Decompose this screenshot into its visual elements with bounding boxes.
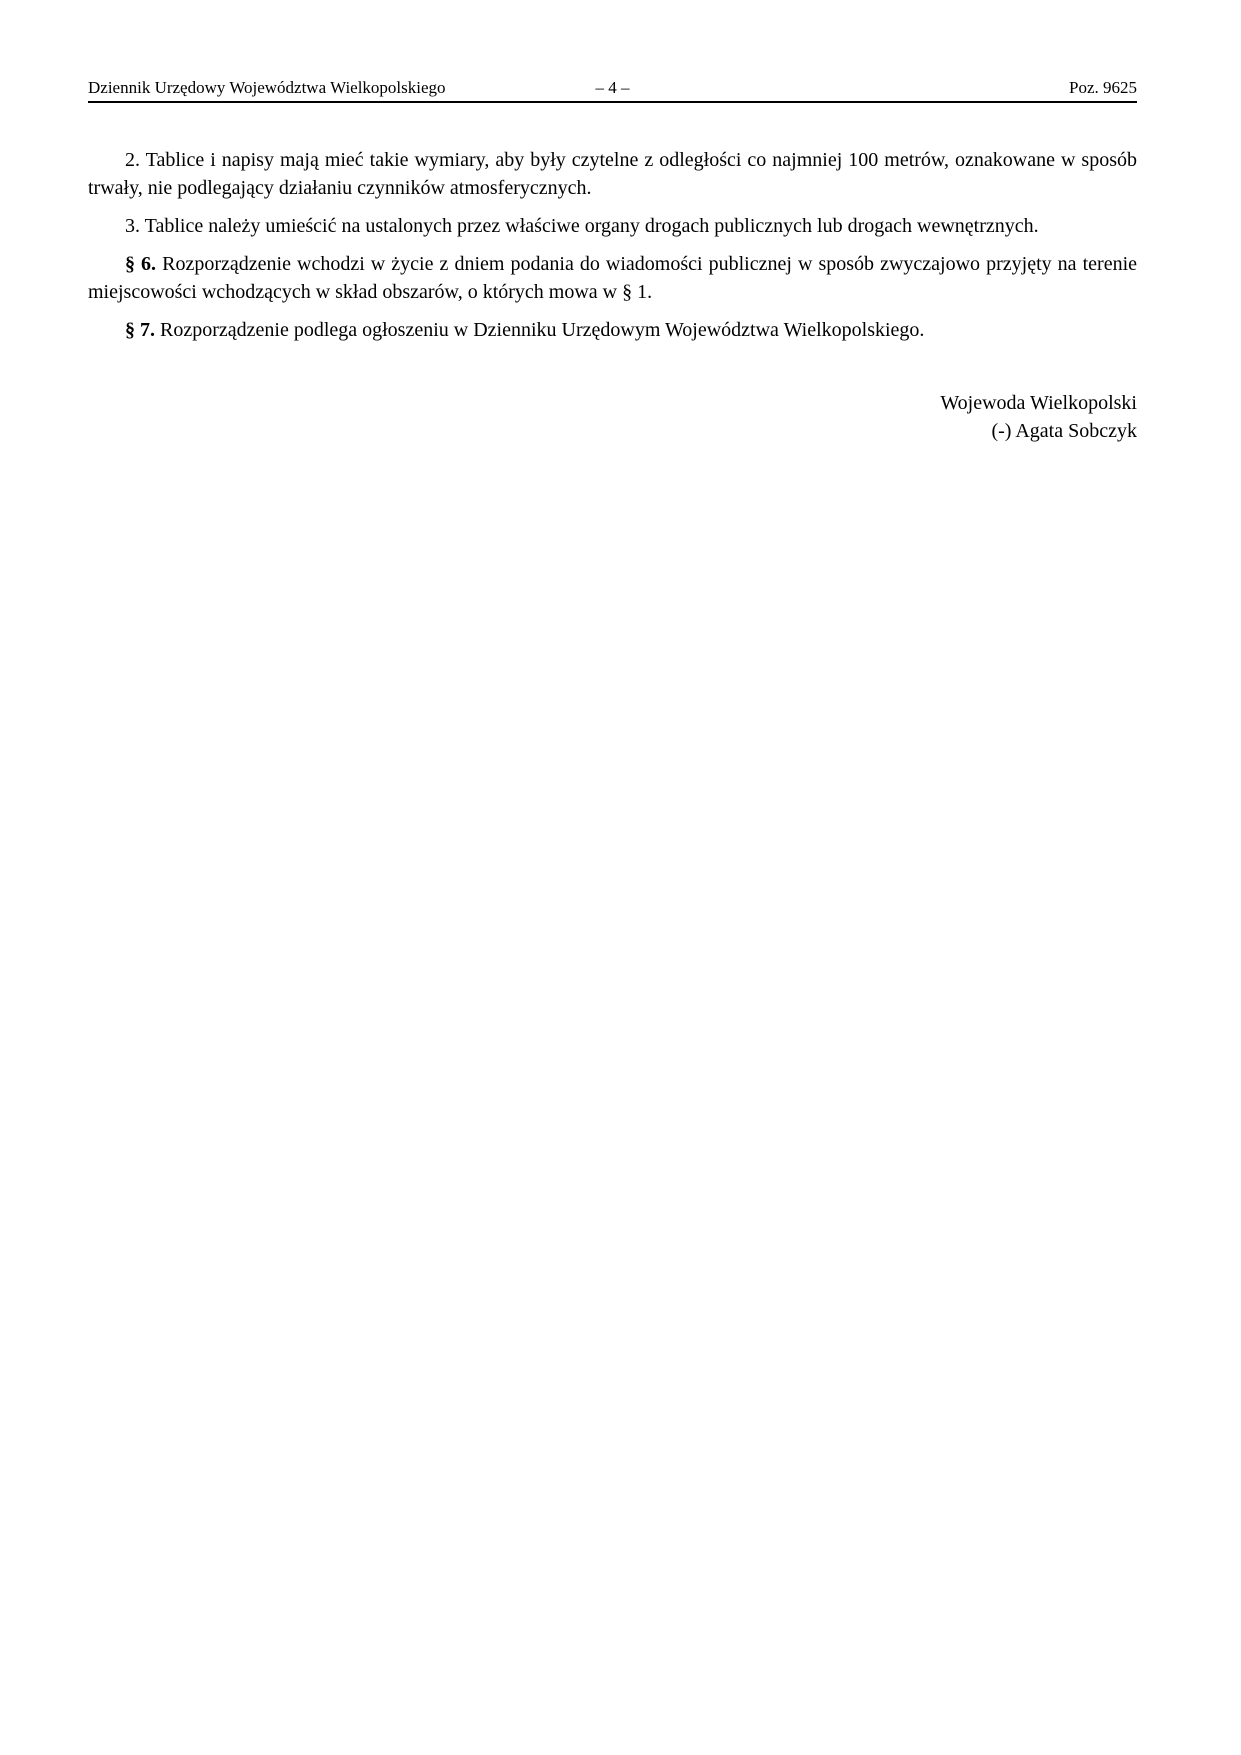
paragraph-text: Rozporządzenie podlega ogłoszeniu w Dzienniku Urzędowym Województwa Wielkopolskiego.	[160, 319, 925, 341]
journal-title: Dziennik Urzędowy Województwa Wielkopolskiego	[88, 78, 446, 97]
paragraph-ust-3	[88, 212, 1137, 240]
signature-name: (-) Agata Sobczyk	[991, 420, 1137, 442]
page-number: – 4 –	[595, 78, 630, 97]
paragraph-text: Rozporządzenie wchodzi w życie z dniem podania do wiadomości publicznej w sposób zwyczajowo przyjęty na terenie miejscowości wchodzących w skład obszarów, o których mowa w § 1.	[88, 253, 1138, 303]
paragraph-par-6	[88, 250, 1137, 306]
paragraph-text: Tablice i napisy mają mieć takie wymiary, aby były czytelne z odległości co najmniej 100 metrów, oznakowane w sposób trwały, nie podlegający działaniu czynników atmosferycznych.	[88, 149, 1137, 199]
section-marker: § 7.	[125, 319, 155, 341]
document-body	[88, 146, 1137, 344]
paragraph-par-7	[88, 316, 1137, 344]
paragraph-number: 2.	[125, 149, 140, 171]
section-marker: § 6.	[125, 253, 157, 275]
paragraph-number: 3.	[125, 215, 140, 237]
signature-title: Wojewoda Wielkopolski	[940, 392, 1137, 414]
paragraph-ust-2	[88, 146, 1137, 202]
page-header	[88, 0, 1137, 103]
paragraph-text: Tablice należy umieścić na ustalonych przez właściwe organy drogach publicznych lub drogach wewnętrznych.	[144, 215, 1039, 237]
signature-block	[88, 389, 1137, 445]
position-number: Poz. 9625	[1069, 78, 1137, 97]
header-rule	[88, 101, 1137, 103]
